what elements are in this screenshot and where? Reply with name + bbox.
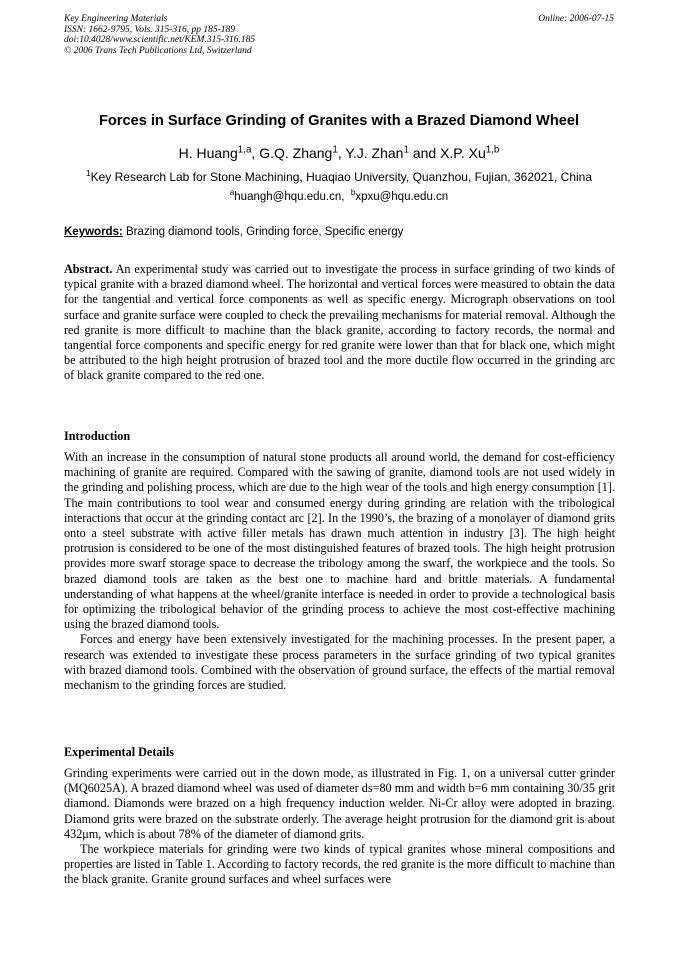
journal-name: Key Engineering Materials [64,14,168,24]
experimental-heading: Experimental Details [64,745,175,759]
author-affiliation-mark: 1,a [237,144,252,156]
copyright-line: © 2006 Trans Tech Publications Ltd, Switzerland [64,45,252,56]
online-date-text: Online: 2006-07-15 [538,14,614,24]
abstract-block [64,262,615,384]
experimental-paragraph: The workpiece materials for grinding were two kinds of typical granites whose mineral compositions and properties are listed in Table 1. According to factory records, the red granite is the more difficult to machine than the black granite. Granite ground surfaces and wheel surfaces were [64,842,615,887]
online-date [538,14,614,25]
introduction-body [64,450,615,693]
affiliation-text: Key Research Lab for Stone Machining, Huaqiao University, Quanzhou, Fujian, 362021, China [90,170,593,184]
introduction-paragraph: Forces and energy have been extensively investigated for the machining processes. In the present paper, a research was extended to investigate these process parameters in the surface grinding of two typical granites with brazed diamond tools. Combined with the observation of ground surface, the effects of the martial removal mechanism to the grinding forces are studied. [64,632,615,693]
affiliation [30,170,648,184]
doi-line: doi:10.4028/www.scientific.net/KEM.315-316.185 [64,35,256,45]
abstract-text: An experimental study was carried out to investigate the process in surface grinding of two kinds of typical granite with a brazed diamond wheel. The horizontal and vertical forces were measured to obtain the data for the tangential and vertical force components as well as specific energy. Micrograph observations on tool surface and granite surface were coupled to check the prevailing mechanisms for material removal. Although the red granite is more difficult to machine than the black granite, according to factory records, the normal and tangential force components and specific energy for red granite were lower than that for black one, which might be attributed to the high height protrusion of brazed tool and the more ductile flow occurred in the grinding arc of black granite compared to the red one. [64,262,615,383]
email-b: xpxu@hqu.edu.cn [355,191,449,203]
author-name: G.Q. Zhang [259,145,333,161]
keywords-text: Brazing diamond tools, Grinding force, Specific energy [126,226,404,238]
author-affiliation-mark: 1 [403,144,409,156]
introduction-paragraph: With an increase in the consumption of natural stone products all around world, the demand for cost-efficiency machining of granite are required. Compared with the sawing of granite, diamond tools are not used widely in the grinding and polishing process, which are due to the high wear of the tools and high energy consumption [1]. The main contributions to tool wear and consumed energy during grinding are relation with the tribological interactions that occur at the grinding contact arc [2]. In the 1990’s, the brazing of a monolayer of diamond grits onto a steel substrate with active filler metals has drawn much attention in industry [3]. The high height protrusion is considered to be one of the most distinguished features of brazed tools. The high height protrusion provides more swarf storage space to decrease the tribology among the swarf, the workpiece and the tools. So brazed diamond tools are taken as the best one to machine hard and brittle materials. A fundamental understanding of what happens at the wheel/granite interface is needed in order to provide a technological basis for optimizing the tribological behavior of the grinding process to achieve the most cost-effective machining using the brazed diamond tools. [64,450,615,632]
keywords-line [64,226,615,238]
issn-line: ISSN: 1662-9795, Vols. 315-316, pp 185-189 [64,24,235,35]
email-mark: b [350,188,356,198]
journal-header [64,14,255,56]
affiliation-mark: 1 [85,168,91,178]
experimental-body [64,766,615,888]
email-a: huangh@hqu.edu.cn, [234,191,345,203]
author-name: H. Huang [178,145,238,161]
author-affiliation-mark: 1,b [485,144,500,156]
author-name: X.P. Xu [440,145,486,161]
email-mark: a [229,188,235,198]
author-emails [40,188,638,203]
keywords-label: Keywords: [64,226,123,238]
abstract-label: Abstract. [64,262,113,276]
author-list: H. Huang$^{1,a}$, G.Q. Zhang$^1$, Y.J. Zhan$^1$ and X.P. Xu$^{1,b}$ [178,144,500,161]
introduction-heading: Introduction [64,429,131,443]
author-conjunction: and [412,145,437,161]
experimental-paragraph: Grinding experiments were carried out in the down mode, as illustrated in Fig. 1, on a universal cutter grinder (MQ6025A). A brazed diamond wheel was used of diameter ds=80 mm and width b=6 mm containing 30/35 grit diamond. Diamonds were brazed on a high frequency induction welder. Ni-Cr alloy were adopted in brazing. Diamond grits were brazed on the substrate orderly. The average height protrusion for the diamond grit is about 432μm, which is about 78% of the diameter of diamond grits. [64,766,615,841]
paper-title: Forces in Surface Grinding of Granites with a Brazed Diamond Wheel [98,113,580,129]
author-name: Y.J. Zhan [345,145,404,161]
author-affiliation-mark: 1 [332,144,338,156]
